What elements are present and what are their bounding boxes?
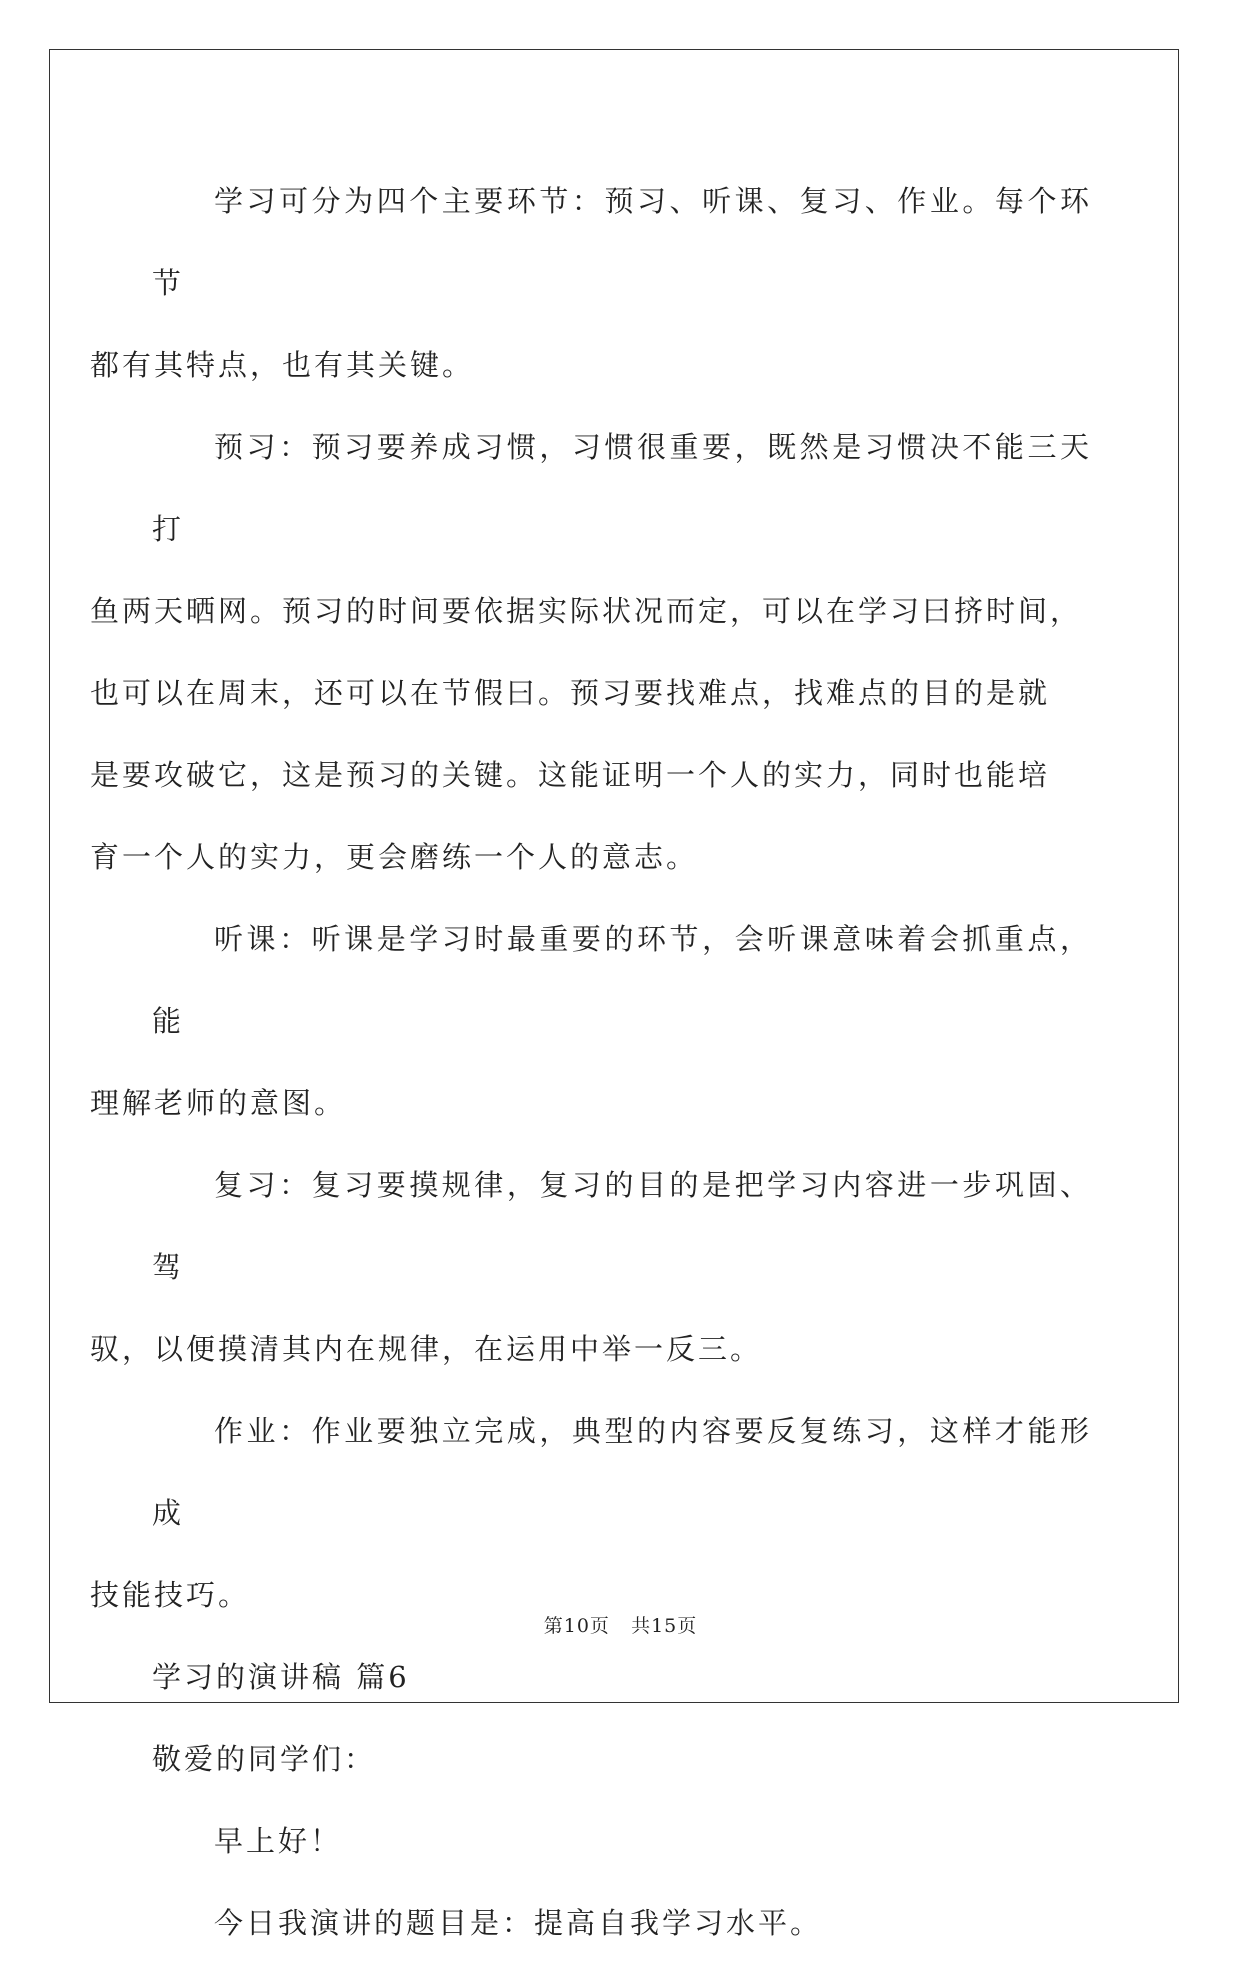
- paragraph-preview: [90, 406, 1092, 898]
- paragraph-homework: [90, 1390, 1092, 1636]
- greeting: 早上好！: [214, 1824, 343, 1858]
- text-line: 学习可分为四个主要环节：预习、听课、复习、作业。每个环节: [152, 184, 1092, 300]
- document-body: [90, 160, 1092, 1964]
- text-line: 理解老师的意图。: [90, 1086, 347, 1120]
- text-line: 是要攻破它，这是预习的关键。这能证明一个人的实力，同时也能培: [90, 758, 1051, 792]
- text-line: 预习：预习要养成习惯，习惯很重要，既然是习惯决不能三天打: [152, 430, 1092, 546]
- text-line: 驭，以便摸清其内在规律，在运用中举一反三。: [90, 1332, 763, 1366]
- text-line: 都有其特点，也有其关键。: [90, 348, 475, 382]
- text-line: 作业：作业要独立完成，典型的内容要反复练习，这样才能形成: [152, 1414, 1092, 1530]
- paragraph-study-stages: [90, 160, 1092, 406]
- page-number: 第10页: [543, 1615, 610, 1637]
- text-line: 育一个人的实力，更会磨练一个人的意志。: [90, 840, 699, 874]
- page-total: 共15页: [631, 1615, 698, 1637]
- salutation: 敬爱的同学们：: [152, 1742, 377, 1776]
- page-footer: [0, 1611, 1241, 1638]
- section-heading: 学习的演讲稿 篇6: [152, 1660, 410, 1694]
- text-line: 鱼两天晒网。预习的时间要依据实际状况而定，可以在学习曰挤时间，: [90, 594, 1083, 628]
- topic-line: 今日我演讲的题目是：提高自我学习水平。: [214, 1906, 823, 1940]
- text-line: 也可以在周末，还可以在节假曰。预习要找难点，找难点的目的是就: [90, 676, 1051, 710]
- text-line: 听课：听课是学习时最重要的环节，会听课意味着会抓重点，能: [152, 922, 1092, 1038]
- text-line: 复习：复习要摸规律，复习的目的是把学习内容进一步巩固、驾: [152, 1168, 1092, 1284]
- paragraph-listening: [90, 898, 1092, 1144]
- text-line: 技能技巧。: [90, 1578, 251, 1612]
- paragraph-review: [90, 1144, 1092, 1390]
